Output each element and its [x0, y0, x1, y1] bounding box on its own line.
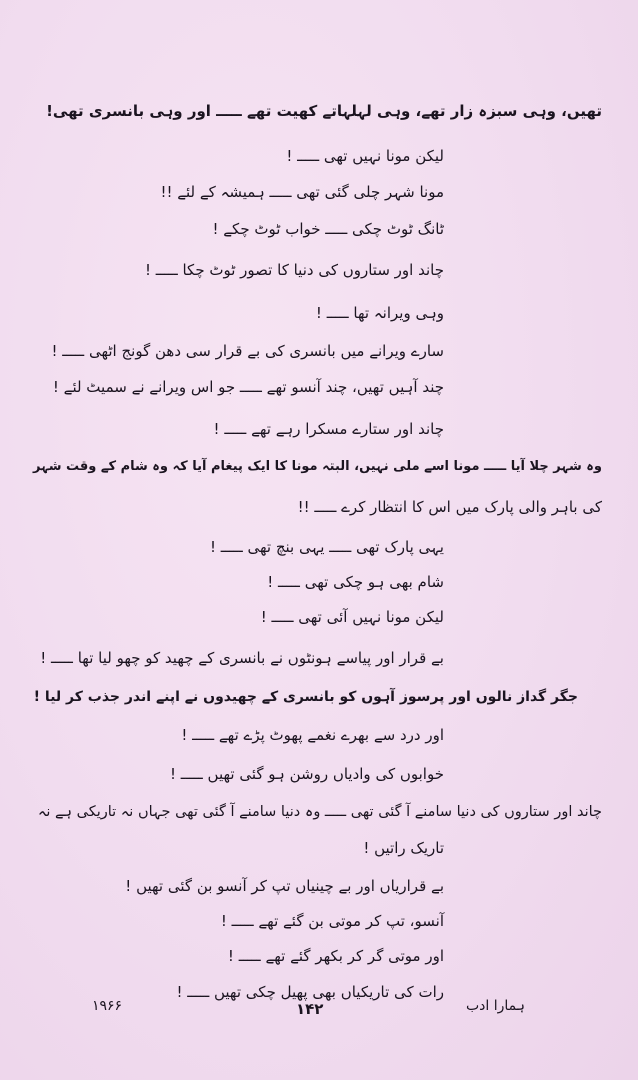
text-line-7: سارے ویرانے میں بانسری کی بے قرار سی دھن گونج اٹھی ـــــ ! [51, 342, 444, 360]
text-line-12: یہی پارک تھی ـــــ یہی بنچ تھی ـــــ ! [209, 538, 444, 556]
text-line-2: لیکن مونا نہیں تھی ـــــ ! [286, 147, 444, 165]
text-line-10: وہ شہر چلا آیا ـــــ مونا اسے ملی نہیں، البتہ مونا کا ایک پیغام آیا کہ وہ شام کے وقت شہر [32, 459, 602, 474]
text-line-16: جگر گداز نالوں اور پرسوز آہوں کو بانسری کے چھیدوں نے اپنے اندر جذب کر لیا ! [33, 689, 578, 705]
text-line-4: ٹانگ ٹوٹ چکی ـــــ خواب ٹوٹ چکے ! [212, 220, 444, 238]
publication-name: ہمارا ادب [466, 998, 525, 1014]
text-line-24: رات کی تاریکیاں بھی پھیل چکی تھیں ـــــ ! [176, 983, 444, 1001]
text-line-15: بے قرار اور پیاسے ہونٹوں نے بانسری کے چھید کو چھو لیا تھا ـــــ ! [40, 649, 444, 667]
text-line-22: آنسو، تپ کر موتی بن گئے تھے ـــــ ! [220, 912, 444, 930]
text-line-14: لیکن مونا نہیں آئی تھی ـــــ ! [260, 608, 444, 626]
text-line-20: تاریک راتیں ! [363, 839, 444, 857]
text-line-13: شام بھی ہو چکی تھی ـــــ ! [267, 573, 444, 591]
text-line-9: چاند اور ستارے مسکرا رہے تھے ـــــ ! [213, 420, 444, 438]
text-line-11: کی باہر والی پارک میں اس کا انتظار کرے ـــــ !! [297, 498, 602, 516]
text-line-1: تھیں، وہی سبزہ زار تھے، وہی لہلہاتے کھیت تھے ـــــ اور وہی بانسری تھی! [46, 102, 602, 120]
text-line-23: اور موتی گر کر بکھر گئے تھے ـــــ ! [227, 947, 444, 965]
page-number: ۱۴۲ [296, 1000, 324, 1018]
text-line-17: اور درد سے بھرے نغمے پھوٹ پڑے تھے ـــــ ! [181, 726, 444, 744]
text-line-5: چاند اور ستاروں کی دنیا کا تصور ٹوٹ چکا ـــــ ! [144, 261, 444, 279]
text-line-21: بے قراریاں اور بے چینیاں تپ کر آنسو بن گئی تھیں ! [125, 877, 444, 895]
text-line-3: مونا شہر چلی گئی تھی ـــــ ہمیشہ کے لئے !! [160, 183, 444, 201]
text-line-8: چند آہیں تھیں، چند آنسو تھے ـــــ جو اس ویرانے نے سمیٹ لئے ! [52, 378, 444, 396]
text-line-18: خوابوں کی وادیاں روشن ہو گئی تھیں ـــــ ! [170, 765, 444, 783]
text-line-19: چاند اور ستاروں کی دنیا سامنے آ گئی تھی ـــــ وہ دنیا سامنے آ گئی تھی جہاں نہ تاریکی ہے نہ [37, 804, 602, 820]
footer-year: ۱۹۶۶ [92, 998, 123, 1014]
text-line-6: وہی ویرانہ تھا ـــــ ! [315, 304, 444, 322]
